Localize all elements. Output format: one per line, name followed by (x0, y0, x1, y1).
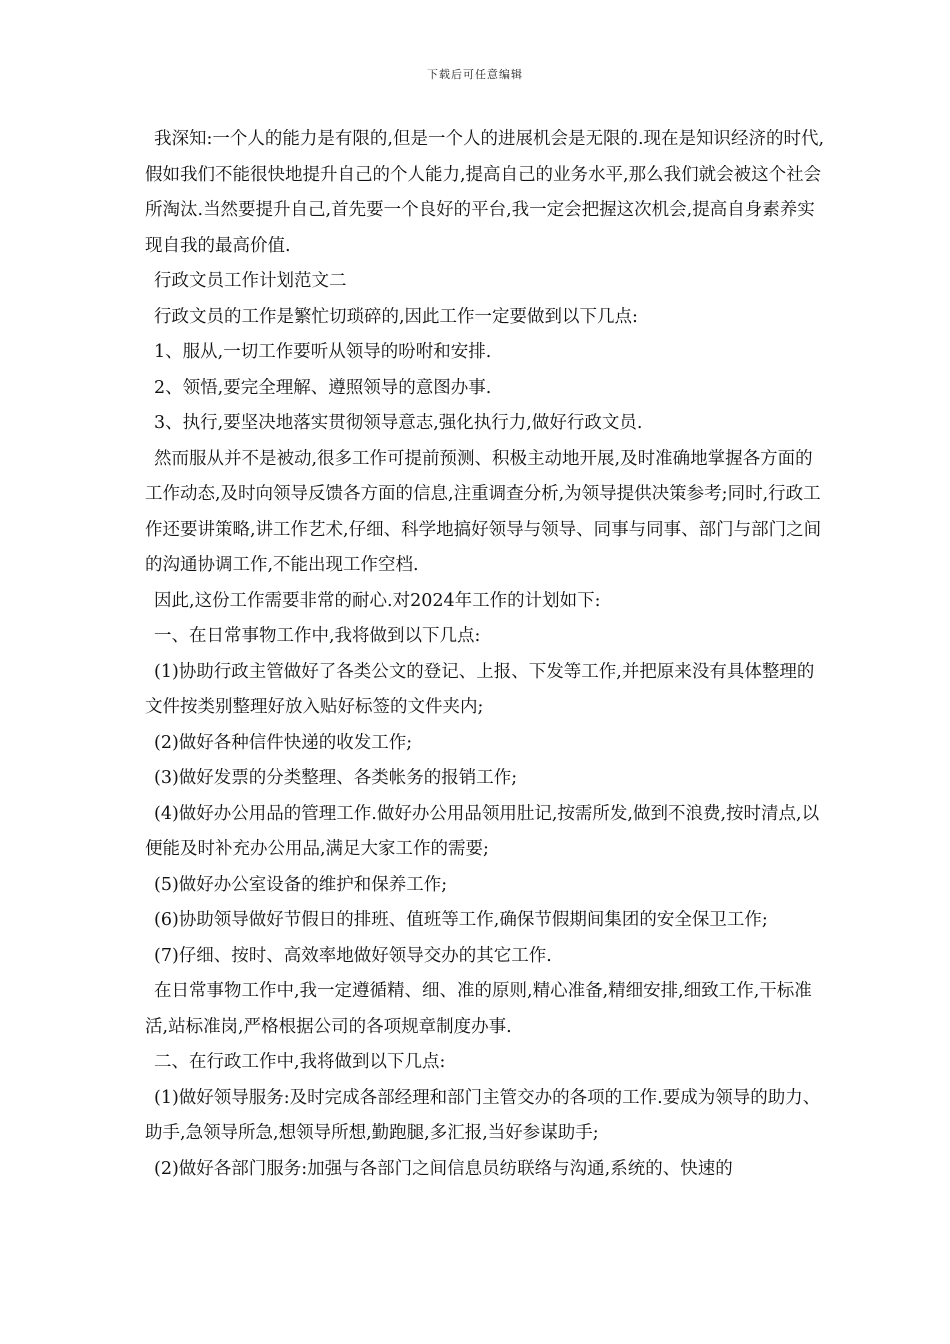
section-title: 行政文员工作计划范文二 (154, 271, 347, 291)
subsection-heading: 二、在行政工作中,我将做到以下几点: (154, 1052, 446, 1072)
subsection-heading: 一、在日常事物工作中,我将做到以下几点: (154, 626, 481, 646)
list-item: 3、执行,要坚决地落实贯彻领导意志,强化执行力,做好行政文员. (154, 413, 643, 433)
list-item: (1)做好领导服务:及时完成各部经理和部门主管交办的各项的工作.要成为领导的助力、助手,急领导所急,想领导所想,勤跑腿,多汇报,当好参谋助手; (145, 1087, 821, 1143)
paragraph-body: 然而服从并不是被动,很多工作可提前预测、积极主动地开展,及时准确地掌握各方面的工作动态,及时向领导反馈各方面的信息,注重调查分析,为领导提供决策参考;同时,行政工作还要讲策略,讲工作艺术,仔细、科学地搞好领导与领导、同事与同事、部门与部门之间的沟通协调工作,不能出现工作空档. (145, 448, 822, 575)
list-item: (2)做好各部门服务:加强与各部门之间信息员纺联络与沟通,系统的、快速的 (154, 1158, 733, 1179)
paragraph-body: 因此,这份工作需要非常的耐心.对2024年工作的计划如下: (154, 590, 601, 611)
list-item: (6)协助领导做好节假日的排班、值班等工作,确保节假期间集团的安全保卫工作; (154, 910, 768, 930)
paragraph-intro-conclusion: 我深知:一个人的能力是有限的,但是一个人的进展机会是无限的.现在是知识经济的时代,假如我们不能很快地提升自己的个人能力,提高自己的业务水平,那么我们就会被这个社会所淘汰.当然要提升自己,首先要一个良好的平台,我一定会把握这次机会,提高自身素养实现自我的最高价值. (145, 129, 825, 256)
list-item: 2、领悟,要完全理解、遵照领导的意图办事. (154, 377, 492, 398)
list-item: 1、服从,一切工作要听从领导的吩咐和安排. (154, 342, 492, 362)
list-item: (1)协助行政主管做好了各类公文的登记、上报、下发等工作,并把原来没有具体整理的文件按类别整理好放入贴好标签的文件夹内; (145, 661, 815, 717)
list-item: (3)做好发票的分类整理、各类帐务的报销工作; (154, 768, 518, 788)
paragraph-body: 在日常事物工作中,我一定遵循精、细、准的原则,精心准备,精细安排,细致工作,干标准活,站标准岗,严格根据公司的各项规章制度办事. (145, 981, 812, 1037)
document-body (145, 122, 825, 1187)
paragraph-lead: 行政文员的工作是繁忙切琐碎的,因此工作一定要做到以下几点: (154, 306, 638, 327)
list-item: (7)仔细、按时、高效率地做好领导交办的其它工作. (154, 945, 552, 966)
list-item: (5)做好办公室设备的维护和保养工作; (154, 874, 448, 895)
header-note: 下载后可任意编辑 (427, 68, 523, 81)
list-item: (4)做好办公用品的管理工作.做好办公用品领用肚记,按需所发,做到不浪费,按时清点,以便能及时补充办公用品,满足大家工作的需要; (145, 803, 820, 859)
list-item: (2)做好各种信件快递的收发工作; (154, 732, 413, 753)
